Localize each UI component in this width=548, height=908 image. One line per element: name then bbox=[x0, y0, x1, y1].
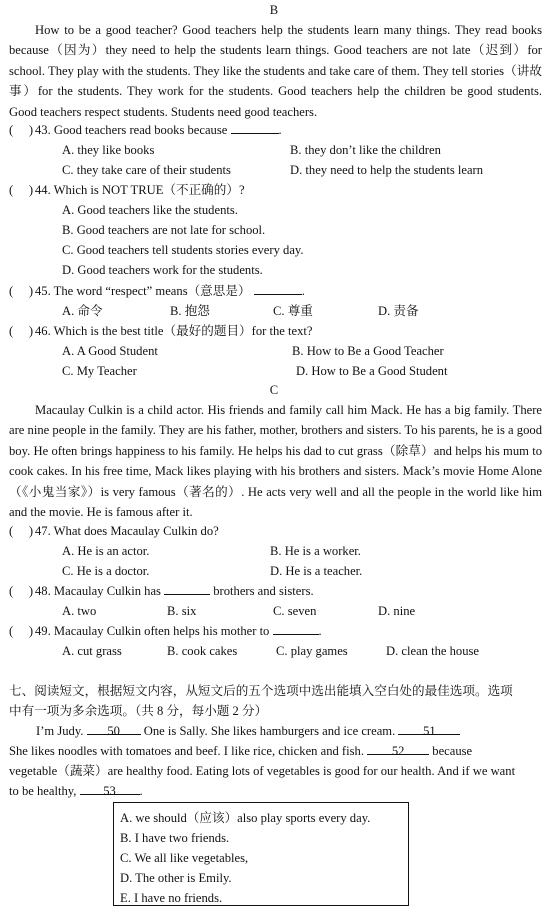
q49-option-b: B. cook cakes bbox=[167, 644, 238, 658]
q44-option-a: A. Good teachers like the students. bbox=[62, 203, 238, 217]
answer-blank bbox=[254, 282, 302, 295]
q43-option-d: D. they need to help the students learn bbox=[290, 163, 484, 177]
q48-option-c: C. seven bbox=[273, 604, 317, 618]
q49-option-c: C. play games bbox=[276, 644, 348, 658]
q46-option-d: D. How to Be a Good Student bbox=[296, 364, 448, 378]
cloze-line-4: to be healthy, 53 . bbox=[9, 784, 143, 798]
section-b-heading: B bbox=[269, 3, 279, 17]
section-7-instruction-cont: 中有一项为多余选项。（共 8 分，每小题 2 分） bbox=[9, 704, 268, 718]
q47-option-c: C. He is a doctor. bbox=[62, 564, 150, 578]
blank-50: 50 bbox=[87, 722, 141, 735]
q48-option-a: A. two bbox=[62, 604, 97, 618]
q46-option-c: C. My Teacher bbox=[62, 364, 137, 378]
cloze-line-2: She likes noodles with tomatoes and beef. I like rice, chicken and fish. 52 because bbox=[9, 744, 473, 758]
question-43: ( ) 43. Good teachers read books because . bbox=[9, 123, 282, 137]
q45-option-d: D. 责备 bbox=[378, 304, 419, 318]
question-46: ( ) 46. Which is the best title（最好的题目）for the text? bbox=[9, 324, 313, 338]
q45-option-c: C. 尊重 bbox=[273, 304, 313, 318]
blank-53: 53 bbox=[80, 782, 140, 795]
answer-blank bbox=[164, 582, 210, 595]
section-b-passage: How to be a good teacher? Good teachers help the students learn many things. They read books because（因为）they need to help the students learn things. Good teachers are not late（迟到）for school. They play with the students. They like the students and take care of them. They tell stories（讲故事）for the students. They work for the students. Good teachers help the children be good students. Good teachers respect students. Students need good teachers. bbox=[9, 23, 542, 119]
q45-option-a: A. 命令 bbox=[62, 304, 103, 318]
q43-option-b: B. they don’t like the children bbox=[290, 143, 441, 157]
cloze-line-3: vegetable（蔬菜）are healthy food. Eating lots of vegetables is good for our health. And if we want bbox=[9, 764, 516, 778]
question-48: ( ) 48. Macaulay Culkin has brothers and sisters. bbox=[9, 584, 314, 598]
answer-blank bbox=[273, 622, 319, 635]
options-box bbox=[113, 802, 409, 906]
blank-51: 51 bbox=[398, 722, 460, 735]
section-c-passage: Macaulay Culkin is a child actor. His friends and family call him Mack. He has a big family. There are nine people in the family. They are his father, mother, brothers and sisters. To his parents, he is a good boy. He often brings happiness to his family. He helps his dad to cut grass（除草）and helps his mum to cook cakes. In his free time, Mack likes playing with his brothers and sisters. Mack’s movie Home Alone（《小鬼当家》）is very famous（著名的）. He acts very well and all the people in the world like him and the movie. He is famous after it. bbox=[9, 403, 542, 520]
q49-option-a: A. cut grass bbox=[62, 644, 122, 658]
q47-option-b: B. He is a worker. bbox=[270, 544, 361, 558]
section-c-heading: C bbox=[269, 383, 279, 397]
option-b: B. I have two friends. bbox=[120, 831, 230, 845]
q43-option-c: C. they take care of their students bbox=[62, 163, 231, 177]
question-47: ( ) 47. What does Macaulay Culkin do? bbox=[9, 524, 219, 538]
option-e: E. I have no friends. bbox=[120, 891, 223, 905]
q49-option-d: D. clean the house bbox=[386, 644, 480, 658]
q46-option-a: A. A Good Student bbox=[62, 344, 158, 358]
section-7-instruction: 七、阅读短文，根据短文内容，从短文后的五个选项中选出能填入空白处的最佳选项。选项 bbox=[9, 684, 513, 698]
q47-option-a: A. He is an actor. bbox=[62, 544, 150, 558]
blank-52: 52 bbox=[367, 742, 429, 755]
question-49: ( ) 49. Macaulay Culkin often helps his mother to . bbox=[9, 624, 322, 638]
option-d: D. The other is Emily. bbox=[120, 871, 232, 885]
q48-option-b: B. six bbox=[167, 604, 197, 618]
question-44: ( ) 44. Which is NOT TRUE（不正确的）? bbox=[9, 183, 245, 197]
question-45: ( ) 45. The word “respect” means（意思是） . bbox=[9, 284, 305, 298]
q43-option-a: A. they like books bbox=[62, 143, 155, 157]
option-c: C. We all like vegetables, bbox=[120, 851, 249, 865]
q44-option-c: C. Good teachers tell students stories every day. bbox=[62, 243, 304, 257]
option-a: A. we should（应该）also play sports every day. bbox=[120, 811, 371, 825]
q44-option-b: B. Good teachers are not late for school. bbox=[62, 223, 266, 237]
q46-option-b: B. How to Be a Good Teacher bbox=[292, 344, 444, 358]
cloze-line-1: I’m Judy. 50 One is Sally. She likes hamburgers and ice cream. 51 bbox=[36, 722, 460, 740]
q48-option-d: D. nine bbox=[378, 604, 416, 618]
q45-option-b: B. 抱怨 bbox=[170, 304, 210, 318]
answer-blank bbox=[231, 121, 279, 134]
q44-option-d: D. Good teachers work for the students. bbox=[62, 263, 263, 277]
q47-option-d: D. He is a teacher. bbox=[270, 564, 363, 578]
